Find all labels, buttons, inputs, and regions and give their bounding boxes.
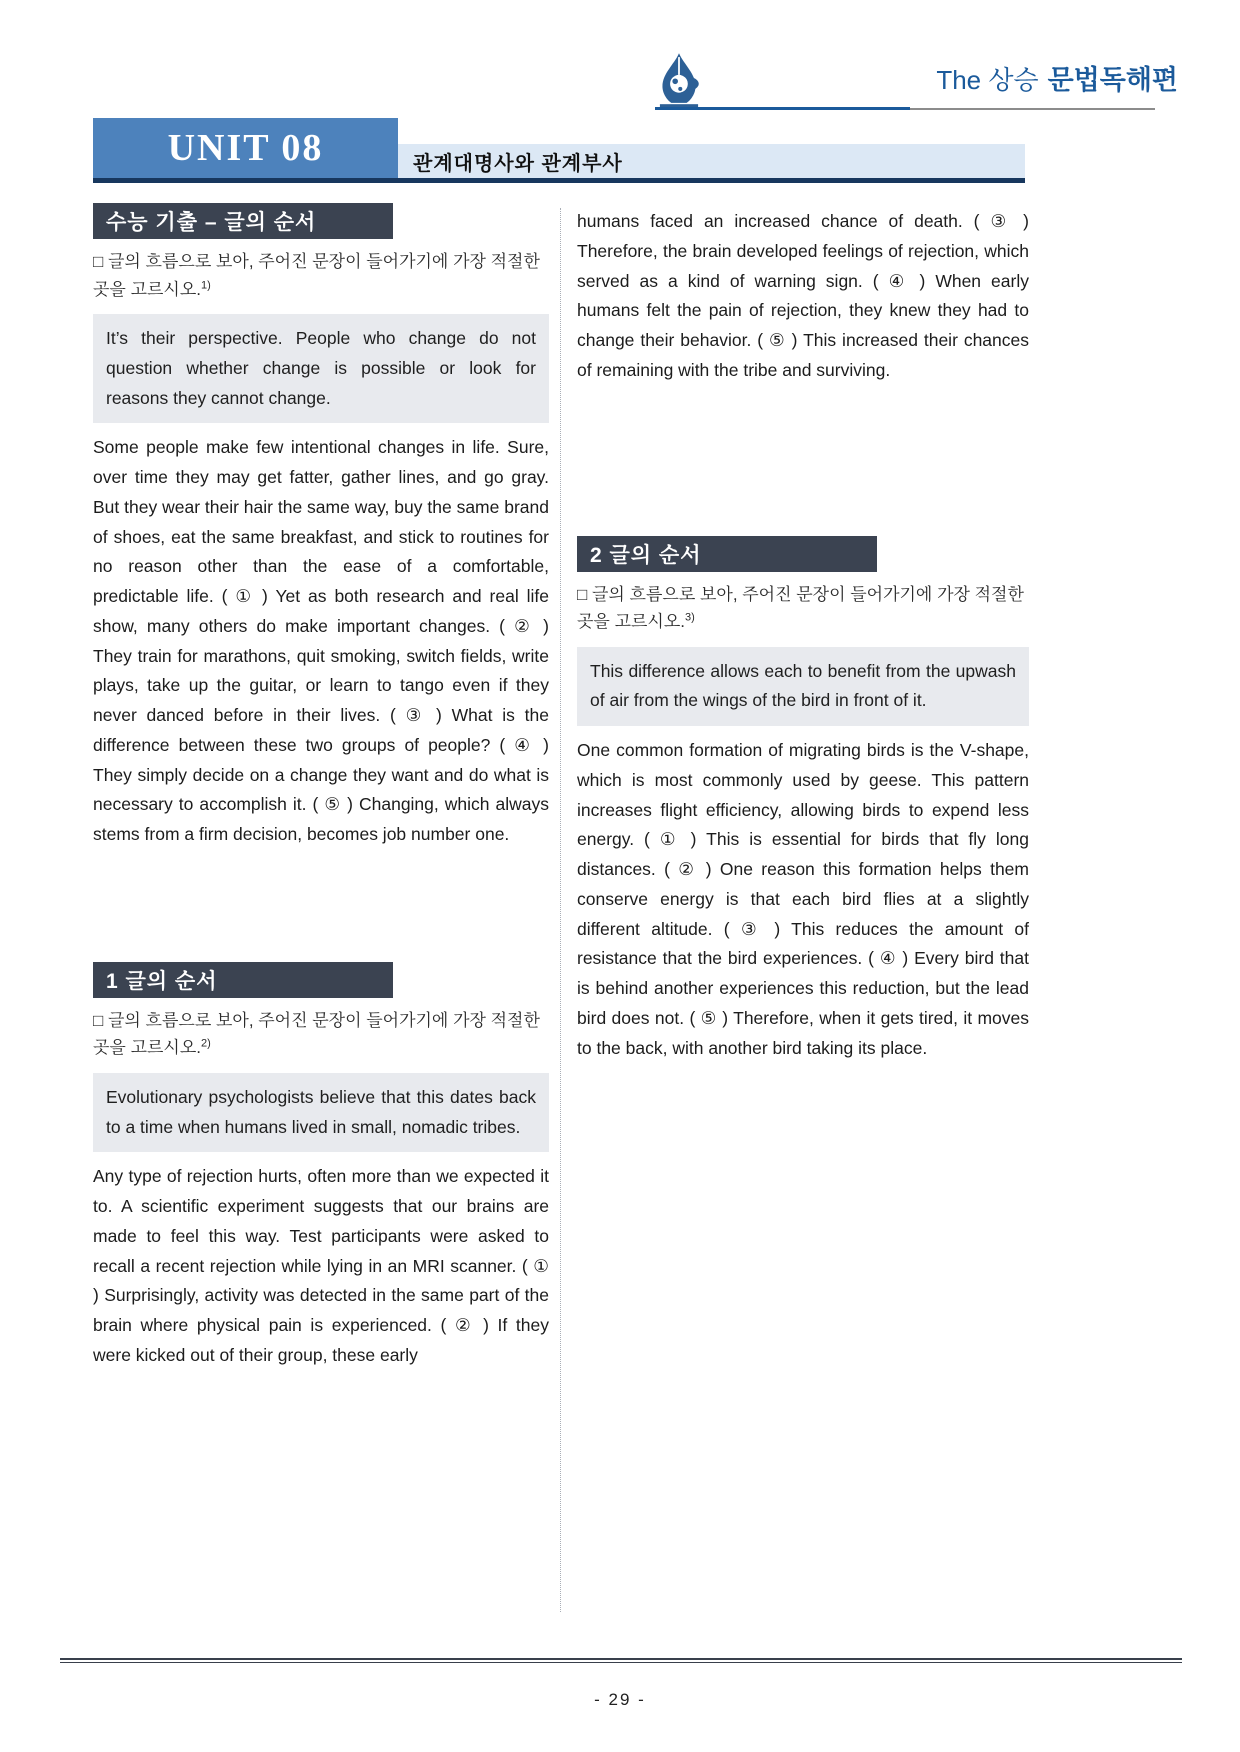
instruction-q1 <box>93 1007 549 1062</box>
column-divider <box>560 208 561 1612</box>
footnote-marker: 2) <box>200 1037 211 1050</box>
given-sentence-box-q2: This difference allows each to benefit from the upwash of air from the wings of the bird in front of it. <box>577 647 1029 727</box>
passage-q2: One common formation of migrating birds is the V-shape, which is most commonly used by geese. This pattern increases flight efficiency, allowing birds to expend less energy. ( ① ) This is essential for birds that fly long distances. ( ② ) One reason this formation helps them conserve energy is that each bird flies at a slightly different altitude. ( ③ ) This reduces the amount of resistance that the bird experiences. ( ④ ) Every bird that is behind another experiences this reduction, but the lead bird does not. ( ⑤ ) Therefore, when it gets tired, it moves to the back, with another bird taking its place. <box>577 740 1029 1058</box>
pen-nib-globe-icon <box>652 52 706 108</box>
footnote-marker: 1) <box>200 278 211 291</box>
brand-title-bold: 문법독해편 <box>1047 65 1178 95</box>
right-column <box>577 203 1029 1063</box>
section-title-exam: 수능 기출 – 글의 순서 <box>93 203 393 239</box>
brand-title-regular: The 상승 <box>936 65 1039 95</box>
given-sentence-box-exam: It’s their perspective. People who change do not question whether change is possible or look for reasons they cannot change. <box>93 314 549 423</box>
instruction-q2 <box>577 581 1029 636</box>
unit-subtitle: 관계대명사와 관계부사 <box>398 144 1025 178</box>
passage-exam: Some people make few intentional changes in life. Sure, over time they may get fatter, gather lines, and go gray. But they wear their hair the same way, buy the same brand of shoes, eat the same breakfast, and stick to routines for no reason other than the ease of a comfortable, predictable life. ( ① ) Yet as both research and real life show, many others do make important changes. ( ② ) They train for marathons, quit smoking, switch fields, write plays, take up the guitar, or learn to tango even if they never danced before in their lives. ( ③ ) What is the difference between these two groups of people? ( ④ ) They simply decide on a change they want and do what is necessary to accomplish it. ( ⑤ ) Changing, which always stems from a firm decision, becomes job number one. <box>93 437 549 845</box>
instruction-exam <box>93 248 549 303</box>
brand-underline-blue <box>655 107 910 110</box>
instruction-text: □ 글의 흐름으로 보아, 주어진 문장이 들어가기에 가장 적절한 곳을 고르시오. <box>93 1010 540 1058</box>
page-number: - 29 - <box>594 1690 646 1709</box>
passage-q1-continued: humans faced an increased chance of death. ( ③ ) Therefore, the brain developed feelings of rejection, which served as a kind of warning sign. ( ④ ) When early humans felt the pain of rejection, they knew they had to change their behavior. ( ⑤ ) This increased their chances of remaining with the tribe and surviving. <box>577 211 1029 380</box>
unit-bar <box>93 118 1025 178</box>
brand-title <box>936 58 1178 97</box>
passage-q1-left: Any type of rejection hurts, often more than we expected it to. A scientific experiment suggests that our brains are made to feel this way. Test participants were asked to recall a recent rejection while lying in an MRI scanner. ( ① ) Surprisingly, activity was detected in the same part of the brain where physical pain is experienced. ( ② ) If they were kicked out of their group, these early <box>93 1166 549 1365</box>
page-header <box>0 0 1240 115</box>
instruction-text: □ 글의 흐름으로 보아, 주어진 문장이 들어가기에 가장 적절한 곳을 고르시오. <box>93 252 540 299</box>
instruction-text: □ 글의 흐름으로 보아, 주어진 문장이 들어가기에 가장 적절한 곳을 고르시오. <box>577 584 1024 632</box>
given-sentence-box-q1: Evolutionary psychologists believe that this dates back to a time when humans lived in small, nomadic tribes. <box>93 1073 549 1153</box>
section-title-q2: 2 글의 순서 <box>577 536 877 572</box>
section-title-q1: 1 글의 순서 <box>93 962 393 998</box>
left-column <box>93 203 549 1371</box>
brand-underline <box>655 107 1155 110</box>
unit-number-badge: UNIT 08 <box>93 118 398 178</box>
footnote-marker: 3) <box>684 611 695 624</box>
brand-underline-gray <box>910 108 1155 110</box>
footer-divider <box>60 1658 1182 1663</box>
